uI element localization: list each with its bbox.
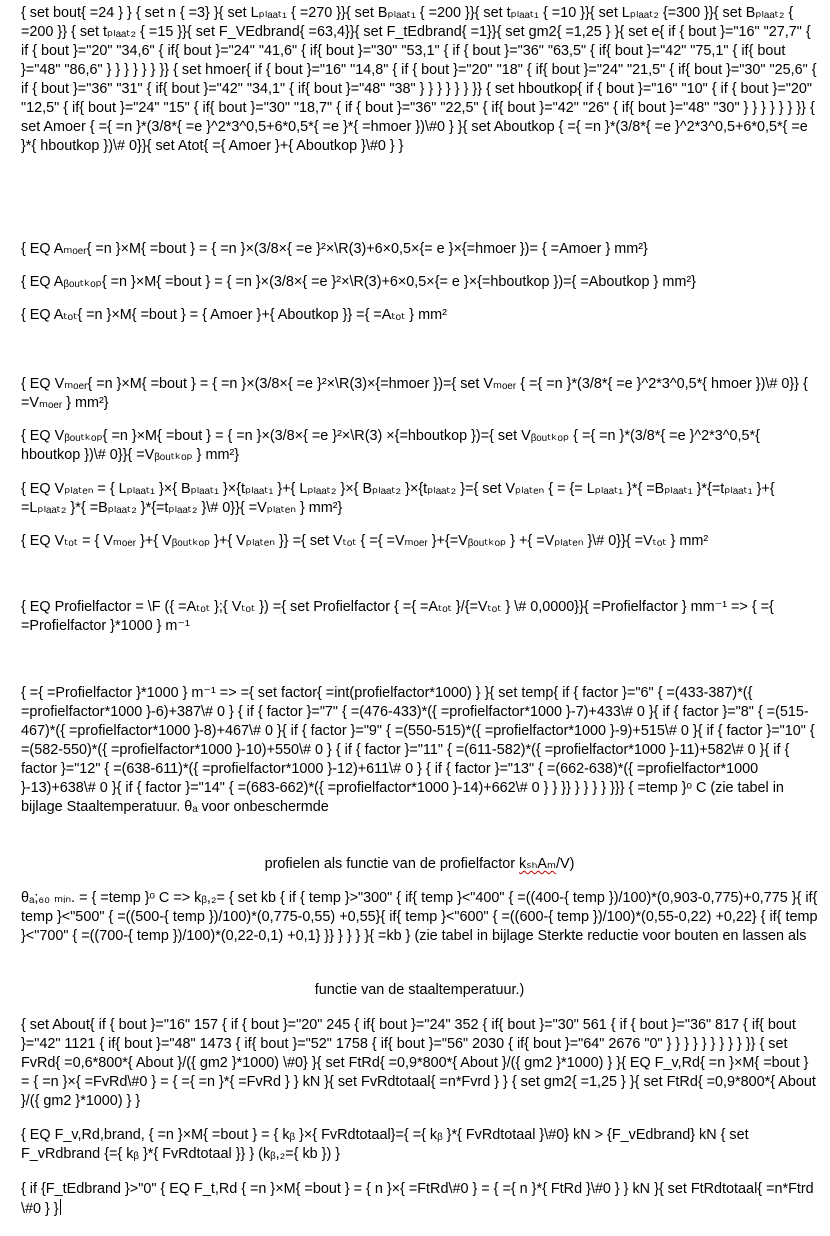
text-cursor: [60, 1199, 61, 1215]
eq-atot-paragraph[interactable]: { EQ Aₜₒₜ{ =n }×M{ =bout } = { Amoer }+{ Aboutkop }} ={ =Aₜₒₜ } mm²: [21, 307, 447, 323]
eq-vmoer-paragraph[interactable]: { EQ Vₘₒₑᵣ{ =n }×M{ =bout } = { =n }×(3/8×{ =e }²×\R(3)×{=hmoer })={ set Vₘₒₑᵣ { ={ =n }*(3/8*{ =e }^2*3^0,5*{ hmoer })\# 0}} { =Vₘₒₑᵣ } mm²}: [21, 376, 808, 411]
temperature-paragraph[interactable]: { ={ =Profielfactor }*1000 } m⁻¹ => ={ set factor{ =int(profielfactor*1000) } }{ set temp{ if { factor }="6" { =(433-387)*({ =profielfactor*1000 }-6)+387\# 0 } { if { factor }="7" { =(476-433)*({ =profielfactor*1000 }-7)+433\# 0 }{ if { factor }="8" { =(515-467)*({ =profielfactor*1000 }-8)+467\# 0 }{ if { factor }="9" { =(550-515)*({ =profielfactor*1000 }-9)+515\# 0 }{ if { factor }="10" { =(582-550)*({ =profielfactor*1000 }-10)+550\# 0 } { if { factor }="11" { =(611-582)*({ =profielfactor*1000 }-11)+582\# 0 }{ if { factor }="12" { =(638-611)*({ =profielfactor*1000 }-12)+611\# 0 } { if { factor }="13" { =(662-638)*({ =profielfactor*1000 }-13)+638\# 0 }{ if { factor }="14" { =(683-662)*({ =profielfactor*1000 }-14)+662\# 0 } } }} } } } } }}} { =temp }ᵒ C (zie tabel in bijlage Staaltemperatuur. θₐ voor onbeschermde: [21, 685, 815, 815]
heading-tail: /V): [555, 856, 575, 872]
eq-vtot-paragraph[interactable]: { EQ Vₜₒₜ = { Vₘₒₑᵣ }+{ Vᵦₒᵤₜₖₒₚ }+{ Vₚₗₐₜₑₙ }} ={ set Vₜₒₜ { ={ =Vₘₒₑᵣ }+{=Vᵦₒᵤₜₖₒₚ } +{ =Vₚₗₐₜₑₙ }\# 0}}{ =Vₜₒₜ } mm²: [21, 533, 709, 549]
eq-fvrd-paragraph[interactable]: { set About{ if { bout }="16" 157 { if { bout }="20" 245 { if{ bout }="24" 352 { if{ bout }="30" 561 { if { bout }="36" 817 { if{ bout }="42" 1121 { if{ bout }="48" 1473 { if{ bout }="52" 1758 { if{ bout }="56" 2030 { if{ bout }="64" 2676 "0" } } } } } } } } } }} { set FvRd{ =0,6*800*{ About }/({ gm2 }*1000) \#0} }{ set FtRd{ =0,9*800*{ About }/({ gm2 }*1000) } }{ EQ F_v,Rd{ =n }×M{ =bout } = { =n }×{ =FvRd\#0 } = { ={ =n }*{ =FvRd } } kN }{ set FvRdtotaal{ =n*Fvrd } } { set gm2{ =1,25 } }{ set FtRd{ =0,9*800*{ About }/({ gm2 }*1000) } }: [21, 1017, 816, 1109]
set-variables-paragraph[interactable]: { set bout{ =24 } } { set n { =3} }{ set Lₚₗₐₐₜ₁ { =270 }}{ set Bₚₗₐₐₜ₁ { =200 }}{ set tₚₗₐₐₜ₁ { =10 }}{ set Lₚₗₐₐₜ₂ {=300 }}{ set Bₚₗₐₐₜ₂ { =200 }} { set tₚₗₐₐₜ₂ { =15 }}{ set F_VEdbrand{ =63,4}}{ set F_tEdbrand{ =1}}{ set gm2{ =1,25 } }{ set e{ if { bout }="16" "27,7" { if { bout }="20" "34,6" { if{ bout }="24" "41,6" { if{ bout }="30" "53,1" { if { bout }="36" "63,5" { if{ bout }="42" "75,1" { if{ bout }="48" "86,6" } } } } } } }} { set hmoer{ if { bout }="16" "14,8" { if { bout }="20" "18" { if{ bout }="24" "21,5" { if{ bout }="30" "25,6" { if { bout }="36" "31" { if{ bout }="42" "34,1" { if{ bout }="48" "38" } } } } } } }} { set hboutkop{ if { bout }="16" "10" { if { bout }="20" "12,5" { if{ bout }="24" "15" { if{ bout }="30" "18,7" { if { bout }="36" "22,5" { if{ bout }="42" "26" { if{ bout }="48" "30" } } } } } } }} { set Amoer { ={ =n }*(3/8*{ =e }^2*3^0,5+6*0,5*{ =e }*{ =hmoer })\#0 } }{ set Aboutkop { ={ =n }*(3/8*{ =e }^2*3^0,5+6*0,5*{ =e }*{ hboutkop })\# 0}}{ set Atot{ ={ Amoer }+{ Aboutkop }\#0 } }: [21, 5, 817, 154]
eq-profielfactor-paragraph[interactable]: { EQ Profielfactor = \F ({ =Aₜₒₜ };{ Vₜₒₜ }) ={ set Profielfactor { ={ =Aₜₒₜ }/{=Vₜₒₜ } \# 0,0000}}{ =Profielfactor } mm⁻¹ => { ={ =Profielfactor }*1000 } m⁻¹: [21, 599, 774, 634]
eq-amoer-paragraph[interactable]: { EQ Aₘₒₑᵣ{ =n }×M{ =bout } = { =n }×(3/8×{ =e }²×\R(3)+6×0,5×{= e }×{=hmoer })= { =Amoer } mm²}: [21, 241, 648, 257]
kb-paragraph[interactable]: θₐ;₆₀ ₘᵢₙ. = { =temp }ᵒ C => kᵦ,₂= { set kb { if { temp }>"300" { if{ temp }<"400" { =((400-{ temp })/100)*(0,903-0,775)+0,775 }{ if{ temp }<"500" { =((500-{ temp })/100)*(0,775-0,55) +0,55}{ if{ temp }<"600" { =((600-{ temp })/100)*(0,55-0,22) +0,22} { if{ temp }<"700" { =((700-{ temp })/100)*(0,22-0,1) +0,1} }} } } } }{ =kb } (zie tabel in bijlage Sterkte reductie voor bouten en lassen als: [21, 890, 818, 944]
heading-profielfactor: [21, 855, 818, 874]
eq-vplaten-paragraph[interactable]: { EQ Vₚₗₐₜₑₙ = { Lₚₗₐₐₜ₁ }×{ Bₚₗₐₐₜ₁ }×{tₚₗₐₐₜ₁ }+{ Lₚₗₐₐₜ₂ }×{ Bₚₗₐₐₜ₂ }×{tₚₗₐₐₜ₂ }={ set Vₚₗₐₜₑₙ { = {= Lₚₗₐₐₜ₁ }*{ =Bₚₗₐₐₜ₁ }*{=tₚₗₐₐₜ₁ }+{ =Lₚₗₐₐₜ₂ }*{ =Bₚₗₐₐₜ₂ }*{=tₚₗₐₐₜ₂ }\# 0}}{ =Vₚₗₐₜₑₙ } mm²}: [21, 481, 775, 516]
heading-text: profielen als functie van de profielfactor: [264, 856, 516, 872]
eq-aboutkop-paragraph[interactable]: { EQ Aᵦₒᵤₜₖₒₚ{ =n }×M{ =bout } = { =n }×(3/8×{ =e }²×\R(3)+6×0,5×{= e }×{=hboutkop })={ =Aboutkop } mm²}: [21, 274, 696, 290]
heading-staaltemperatuur: functie van de staaltemperatuur.): [314, 982, 525, 998]
eq-ftrd-text: { if {F_tEdbrand }>"0" { EQ F_t,Rd { =n }×M{ =bout } = { n }×{ =FtRd\#0 } = { ={ n }*{ FtRd }\#0 } } kN }{ set FtRdtotaal{ =n*Ftrd \#0 } }: [21, 1181, 814, 1217]
eq-vboutkop-paragraph[interactable]: { EQ Vᵦₒᵤₜₖₒₚ{ =n }×M{ =bout } = { =n }×(3/8×{ =e }²×\R(3) ×{=hboutkop })={ set Vᵦₒᵤₜₖₒₚ { ={ =n }*(3/8*{ =e }^2*3^0,5*{ hboutkop })\# 0}}{ =Vᵦₒᵤₜₖₒₚ } mm²}: [21, 428, 760, 463]
eq-fvrd-brand-paragraph[interactable]: { EQ F_v,Rd,brand, { =n }×M{ =bout } = { kᵦ }×{ FvRdtotaal}={ ={ kᵦ }*{ FvRdtotaal }\#0} kN > {F_vEdbrand} kN { set F_vRdbrand {={ kᵦ }*{ FvRdtotaal }} } (kᵦ,₂={ kb }) }: [21, 1127, 749, 1162]
eq-ftrd-paragraph[interactable]: [21, 1180, 818, 1219]
spelling-flag-ksh-am[interactable]: kₛₕAₘ: [519, 856, 556, 872]
